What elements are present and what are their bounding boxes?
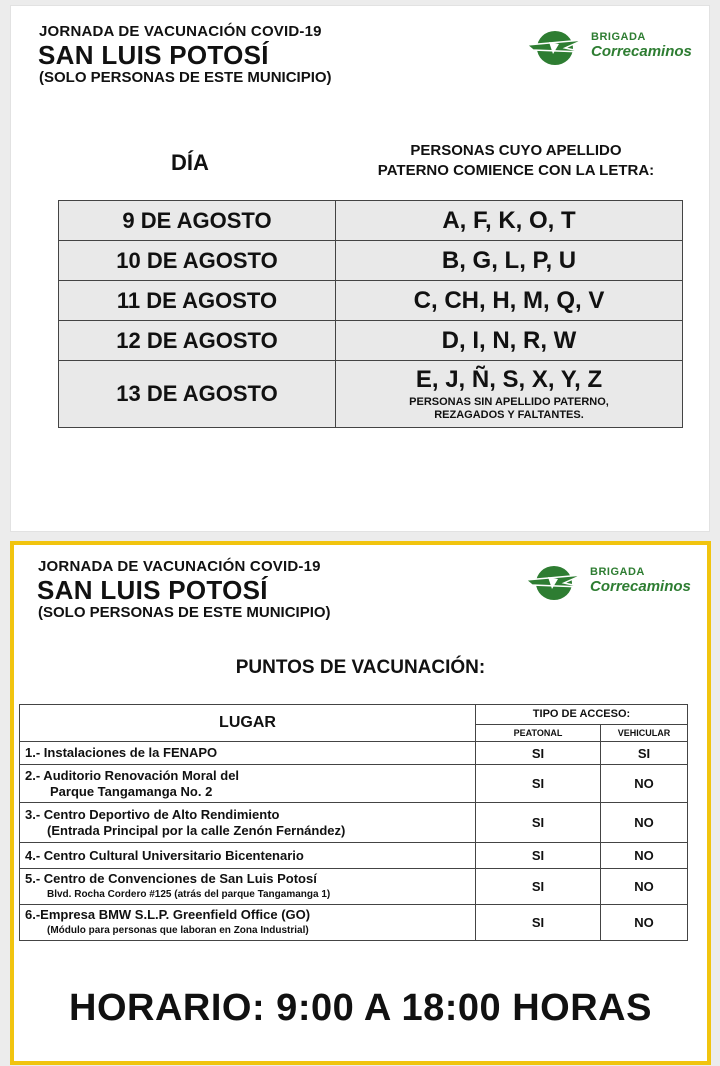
walk-cell: SI (476, 843, 601, 869)
day-cell: 13 DE AGOSTO (59, 361, 336, 428)
table-row (59, 361, 683, 428)
place-name: 3.- Centro Deportivo de Alto Rendimiento (25, 806, 280, 822)
day-header: DÍA (171, 150, 209, 175)
place-detail: Parque Tangamanga No. 2 (50, 783, 213, 799)
restriction-note: (SOLO PERSONAS DE ESTE MUNICIPIO) (38, 604, 331, 621)
place-name: 5.- Centro de Convenciones de San Luis Potosí (25, 870, 317, 886)
day-cell: 9 DE AGOSTO (59, 201, 336, 241)
table-row (59, 201, 683, 241)
table-row (20, 869, 688, 905)
letters-header-line2: PATERNO COMIENCE CON LA LETRA: (377, 162, 655, 179)
walk-column-header: PEATONAL (476, 724, 601, 741)
place-name: 2.- Auditorio Renovación Moral del (25, 767, 240, 783)
walk-cell: SI (476, 803, 601, 843)
place-column-header: LUGAR (20, 705, 476, 742)
letters-cell: C, CH, H, M, Q, V (336, 281, 683, 321)
drive-cell: NO (601, 843, 688, 869)
brand-top: BRIGADA (590, 566, 645, 578)
place-cell (20, 843, 476, 869)
walk-cell: SI (476, 869, 601, 905)
place-cell (20, 803, 476, 843)
locations-title: PUNTOS DE VACUNACIÓN: (235, 657, 486, 678)
roadrunner-icon (524, 563, 586, 603)
event-title: JORNADA DE VACUNACIÓN COVID-19 (38, 558, 321, 575)
walk-cell: SI (476, 905, 601, 941)
letters-text: E, J, Ñ, S, X, Y, Z (415, 366, 603, 393)
place-cell (20, 742, 476, 765)
drive-cell: SI (601, 742, 688, 765)
walk-cell: SI (476, 765, 601, 803)
table-row (20, 803, 688, 843)
place-detail: (Entrada Principal por la calle Zenón Fernández) (47, 822, 346, 838)
place-cell (20, 765, 476, 803)
roadrunner-icon (525, 28, 587, 68)
day-cell: 11 DE AGOSTO (59, 281, 336, 321)
letters-cell (336, 361, 683, 428)
table-row (59, 241, 683, 281)
place-name: 1.- Instalaciones de la FENAPO (25, 745, 218, 760)
event-title: JORNADA DE VACUNACIÓN COVID-19 (39, 23, 322, 40)
drive-column-header: VEHICULAR (601, 724, 688, 741)
drive-cell: NO (601, 765, 688, 803)
schedule-card (10, 5, 710, 532)
letters-cell: D, I, N, R, W (336, 321, 683, 361)
table-row (20, 843, 688, 869)
locations-card (10, 541, 711, 1065)
table-row (20, 742, 688, 765)
day-cell: 12 DE AGOSTO (59, 321, 336, 361)
place-cell (20, 905, 476, 941)
drive-cell: NO (601, 869, 688, 905)
walk-cell: SI (476, 742, 601, 765)
place-detail: (Módulo para personas que laboran en Zona Industrial) (47, 924, 309, 936)
table-row (59, 321, 683, 361)
table-row (20, 905, 688, 941)
hours-banner: HORARIO: 9:00 A 18:00 HORAS (69, 987, 652, 1029)
letters-header (341, 141, 691, 181)
schedule-table (58, 200, 683, 428)
table-row (20, 765, 688, 803)
place-cell (20, 869, 476, 905)
table-row (59, 281, 683, 321)
brand-bottom: Correcaminos (590, 578, 691, 595)
place-address: Blvd. Rocha Cordero #125 (atrás del parque Tangamanga 1) (47, 888, 331, 900)
letters-cell: A, F, K, O, T (336, 201, 683, 241)
letters-cell: B, G, L, P, U (336, 241, 683, 281)
letters-header-line1: PERSONAS CUYO APELLIDO (410, 142, 622, 159)
brand-bottom: Correcaminos (591, 43, 692, 60)
letters-note-line2: REZAGADOS Y FALTANTES. (434, 409, 584, 421)
table-header-row (20, 705, 688, 725)
locations-table (19, 704, 688, 941)
restriction-note: (SOLO PERSONAS DE ESTE MUNICIPIO) (39, 69, 332, 86)
city-title: SAN LUIS POTOSÍ (37, 575, 268, 605)
letters-note-line1: PERSONAS SIN APELLIDO PATERNO, (409, 396, 609, 408)
access-column-header: TIPO DE ACCESO: (476, 705, 688, 725)
day-cell: 10 DE AGOSTO (59, 241, 336, 281)
brand-top: BRIGADA (591, 31, 646, 43)
drive-cell: NO (601, 905, 688, 941)
brigada-logo (525, 28, 695, 72)
place-name: 4.- Centro Cultural Universitario Bicentenario (25, 847, 304, 863)
city-title: SAN LUIS POTOSÍ (38, 40, 269, 70)
brigada-logo (524, 563, 694, 607)
place-name: 6.-Empresa BMW S.L.P. Greenfield Office (GO) (25, 906, 311, 922)
drive-cell: NO (601, 803, 688, 843)
